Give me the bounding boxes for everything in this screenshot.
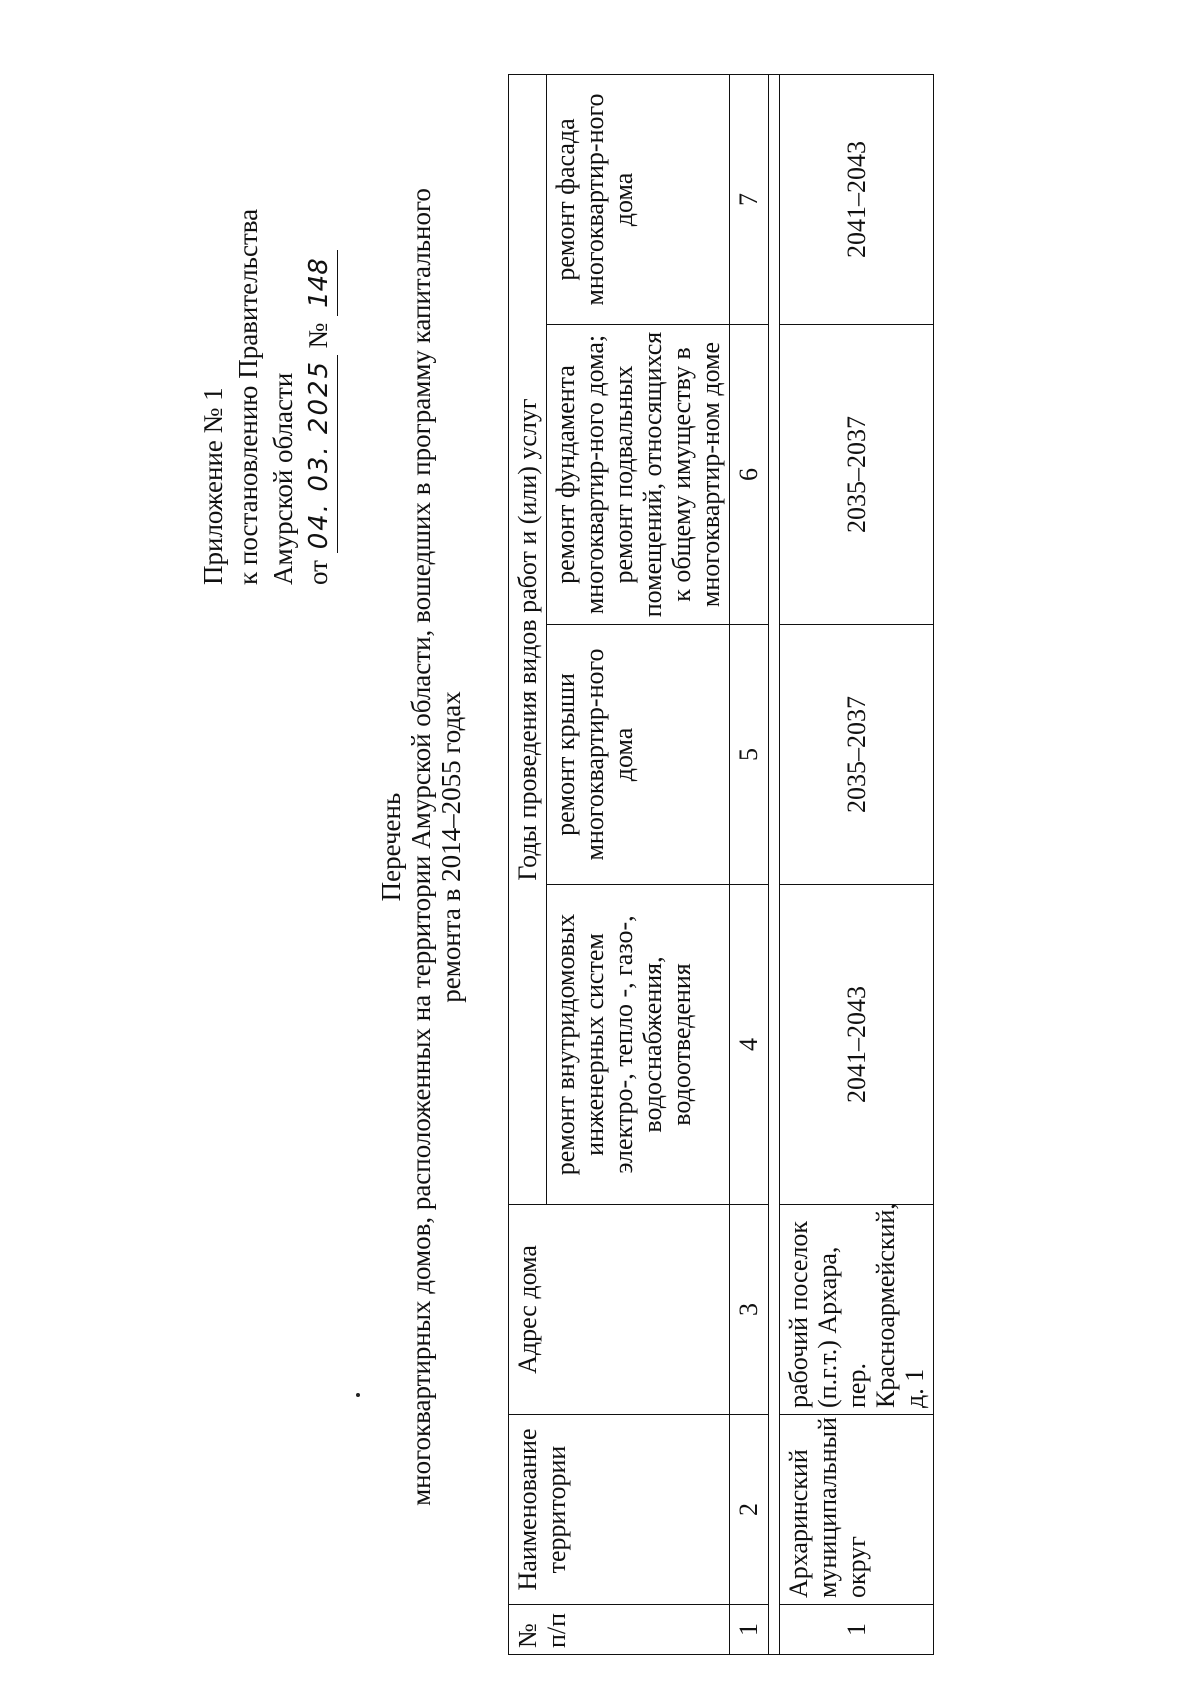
houses-table <box>508 74 934 1655</box>
header-col4: ремонт внутридомовых инженерных систем электро-, тепло -, газо-, водоснабжения, водоотведения <box>547 885 730 1205</box>
cell-territory: Архаринский муниципальный округ <box>780 1415 934 1605</box>
table-row <box>780 75 934 1655</box>
annex-number: 148 <box>302 250 338 316</box>
cell-col6: 2035–2037 <box>780 325 934 625</box>
cell-address: рабочий поселок (п.г.т.) Архара, пер. Красноармейский, д. 1 <box>780 1205 934 1415</box>
divider-cell <box>769 75 780 1655</box>
header-col5: ремонт крыши многоквартир-ного дома <box>547 625 730 885</box>
table-divider <box>769 75 780 1655</box>
header-territory: Наименование территории <box>509 1415 730 1605</box>
header-address: Адрес дома <box>509 1205 730 1415</box>
cell-col7: 2041–2043 <box>780 75 934 325</box>
annex-from-label: от <box>303 560 333 585</box>
annex-date-line <box>301 65 338 585</box>
stray-dot <box>356 1393 360 1397</box>
header-num: № п/п <box>509 1605 730 1655</box>
title-heading: Перечень <box>376 792 406 902</box>
cell-col4: 2041–2043 <box>780 885 934 1205</box>
column-number: 7 <box>730 75 769 325</box>
annex-date: 04. 03. 2025 <box>302 355 338 553</box>
column-number: 5 <box>730 625 769 885</box>
header-col7: ремонт фасада многоквартир-ного дома <box>547 75 730 325</box>
header-col6: ремонт фундамента многоквартир-ного дома; ремонт подвальных помещений, относящихся к общему имуществу в многоквартир-ном доме <box>547 325 730 625</box>
column-number: 6 <box>730 325 769 625</box>
column-number: 3 <box>730 1205 769 1415</box>
cell-num: 1 <box>780 1605 934 1655</box>
annex-block <box>196 65 338 585</box>
annex-number-label: № <box>303 322 333 349</box>
column-number: 2 <box>730 1415 769 1605</box>
annex-region: Амурской области <box>268 372 298 585</box>
annex-resolution: к постановлению Правительства <box>233 208 263 585</box>
column-number: 1 <box>730 1605 769 1655</box>
header-years-group: Годы проведения видов работ и (или) услуг <box>509 75 547 1205</box>
title-subject: многоквартирных домов, расположенных на территории Амурской области, вошедших в программу капитального <box>406 188 436 1506</box>
header-row-group <box>509 75 547 1655</box>
column-number-row <box>730 75 769 1655</box>
document-title <box>376 37 466 1657</box>
title-period: ремонта в 2014–2055 годах <box>436 691 466 1003</box>
annex-title: Приложение № 1 <box>198 387 228 585</box>
column-number: 4 <box>730 885 769 1205</box>
cell-col5: 2035–2037 <box>780 625 934 885</box>
